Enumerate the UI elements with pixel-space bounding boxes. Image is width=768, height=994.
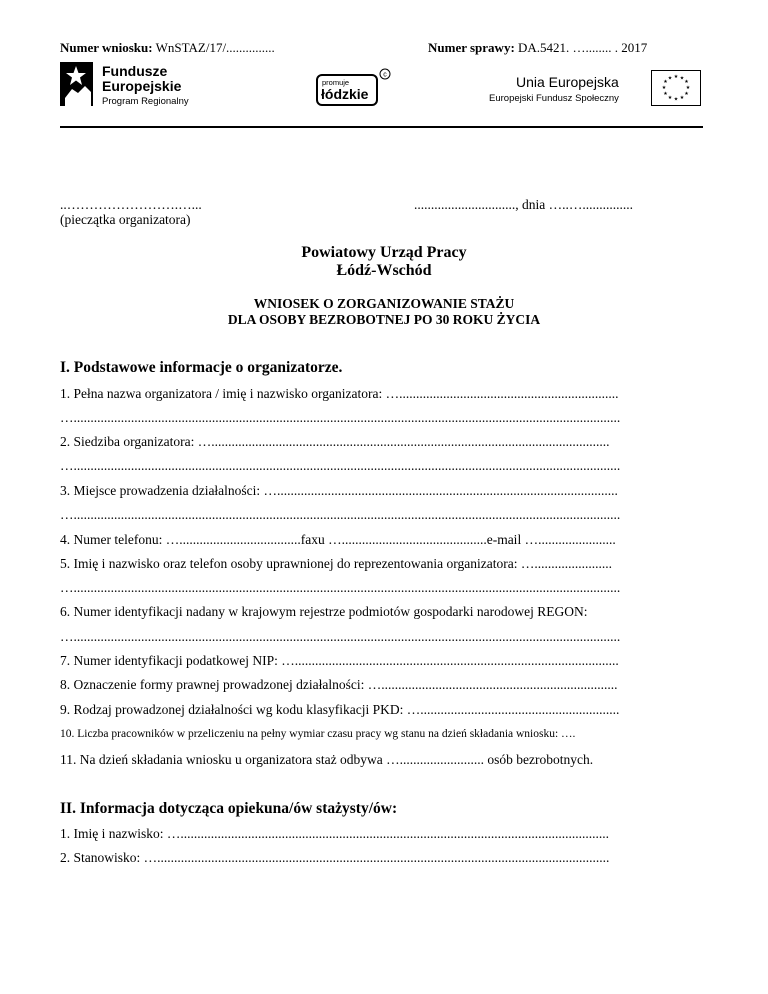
form-line: …..................................................................................................................................................................	[60, 580, 621, 595]
document-title-line1: WNIOSEK O ZORGANIZOWANIE STAŻU	[253, 296, 515, 311]
form-line: 7. Numer identyfikacji podatkowej NIP: …................................................................................................	[60, 653, 619, 668]
form-line: 6. Numer identyfikacji nadany w krajowym rejestrze podmiotów gospodarki narodowej REGON:	[60, 604, 588, 619]
form-line: 3. Miejsce prowadzenia działalności: ….....................................................................................................	[60, 483, 618, 498]
section2-heading: II. Informacja dotycząca opiekuna/ów stażysty/ów:	[60, 800, 398, 817]
ue-line1: Unia Europejska	[516, 74, 619, 90]
svg-text:★: ★	[673, 96, 679, 103]
svg-text:★: ★	[667, 95, 673, 101]
eu-flag-icon	[651, 70, 701, 106]
form-line-employees: 10. Liczba pracowników w przeliczeniu na pełny wymiar czasu pracy wg stanu na dzień składania wniosku: ….	[60, 728, 576, 740]
form-line: 8. Oznaczenie formy prawnej prowadzonej działalności: …......................................................................	[60, 677, 618, 692]
case-number-value: DA.5421. …........ . 2017	[518, 40, 648, 55]
form-line: 2. Stanowisko: …......................................................................................................................................	[60, 850, 610, 865]
copyright-icon	[379, 68, 391, 80]
fe-line3: Program Regionalny	[102, 96, 189, 107]
svg-text:c: c	[383, 71, 387, 79]
svg-text:★: ★	[684, 79, 689, 85]
svg-text:★: ★	[679, 75, 685, 82]
form-line: 2. Siedziba organizatora: …......................................................................................................................	[60, 434, 610, 449]
stamp-label: (pieczątka organizatora)	[60, 212, 191, 227]
request-number-value: WnSTAZ/17/...............	[155, 40, 275, 55]
form-line: 1. Pełna nazwa organizatora / imię i nazwisko organizatora: ….................................................................	[60, 386, 619, 401]
lodz-small: promuje	[322, 78, 350, 87]
svg-text:★: ★	[684, 91, 689, 97]
request-number-label: Numer wniosku:	[60, 40, 153, 55]
form-line: …..................................................................................................................................................................	[60, 629, 621, 644]
form-line-trainees: 11. Na dzień składania wniosku u organizatora staż odbywa …......................... osób bezrobotnych.	[60, 752, 594, 767]
section1-heading: I. Podstawowe informacje o organizatorze.	[60, 359, 343, 376]
form-line: 9. Rodzaj prowadzonej działalności wg kodu klasyfikacji PKD: …...........................................................	[60, 702, 620, 717]
office-location: Łódź-Wschód	[336, 262, 432, 279]
request-number	[60, 40, 275, 56]
fe-line1: Fundusze	[102, 63, 168, 79]
form-line: …..................................................................................................................................................................	[60, 410, 621, 425]
svg-text:★: ★	[663, 79, 668, 85]
svg-text:★: ★	[673, 74, 679, 80]
form-line: 4. Numer telefonu: …....................................faxu …...........................................e-mail ….......................	[60, 532, 616, 547]
form-line: …..................................................................................................................................................................	[60, 507, 621, 522]
lodz-big: łódzkie	[321, 86, 369, 102]
document-title-line2: DLA OSOBY BEZROBOTNEJ PO 30 ROKU ŻYCIA	[227, 312, 541, 327]
date-line: .............................., dnia …..…...............	[414, 197, 633, 212]
office-name: Powiatowy Urząd Pracy	[301, 244, 467, 261]
stamp-dots: ..…………………….…...	[60, 197, 202, 212]
fundusze-europejskie-logo	[60, 62, 220, 108]
case-number-label: Numer sprawy:	[428, 40, 515, 55]
header-divider	[60, 126, 703, 128]
form-line: 1. Imię i nazwisko: …...............................................................................................................................	[60, 826, 609, 841]
form-line: …..................................................................................................................................................................	[60, 458, 621, 473]
ue-line2: Europejski Fundusz Społeczny	[489, 93, 619, 104]
svg-text:★: ★	[667, 75, 673, 82]
svg-text:★: ★	[663, 91, 668, 97]
svg-text:★: ★	[679, 95, 685, 101]
unia-europejska-logo	[485, 70, 703, 110]
fe-star-icon	[60, 62, 96, 108]
fe-line2: Europejskie	[102, 78, 182, 94]
svg-text:★: ★	[685, 85, 691, 91]
case-number	[428, 40, 647, 56]
svg-text:★: ★	[661, 85, 667, 91]
lodzkie-logo	[316, 68, 392, 108]
form-line: 5. Imię i nazwisko oraz telefon osoby uprawnionej do reprezentowania organizatora: ….......................	[60, 556, 612, 571]
